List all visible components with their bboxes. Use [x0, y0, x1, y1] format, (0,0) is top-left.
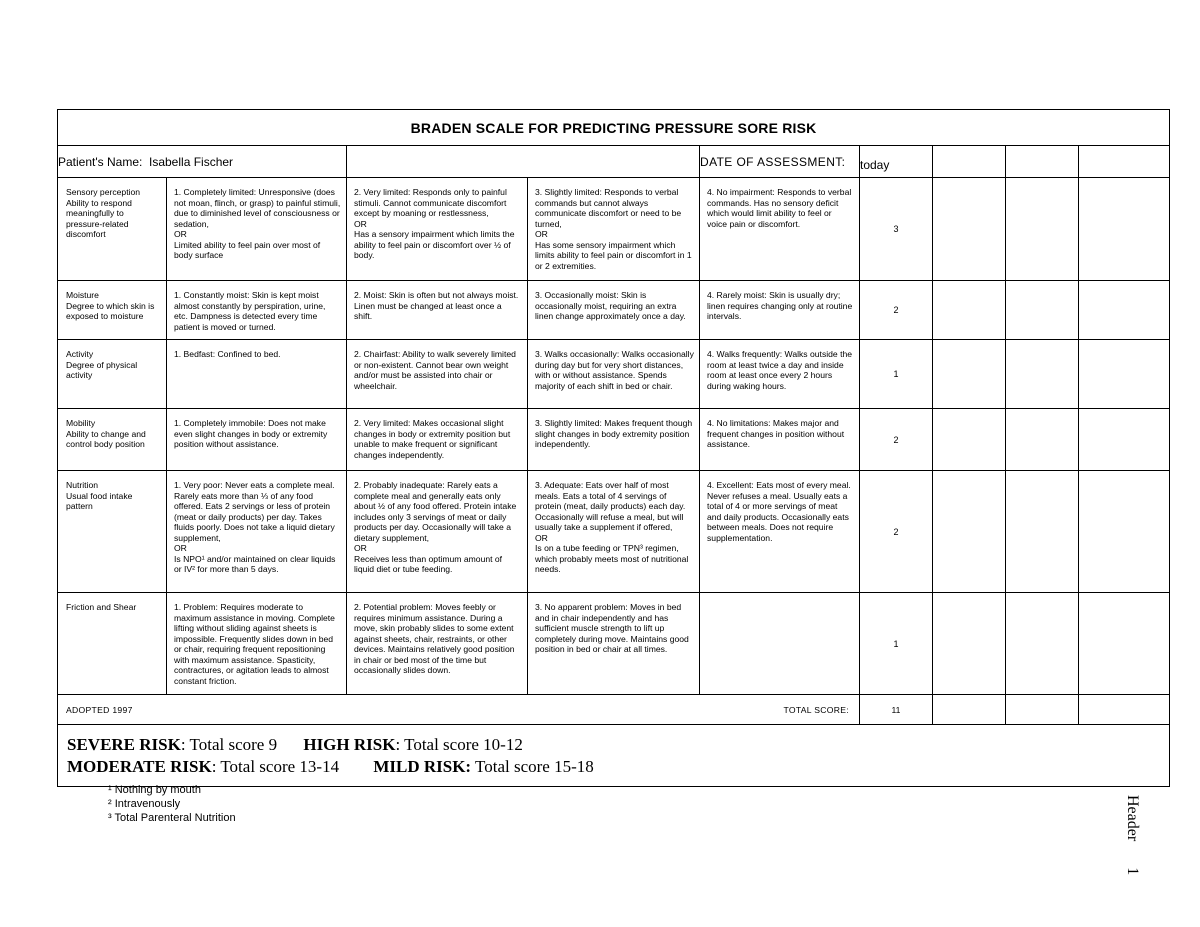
level-2-cell	[347, 340, 528, 409]
score-cell[interactable]: 3	[860, 178, 933, 281]
score-cell-4[interactable]	[1079, 593, 1170, 695]
category-title: Moisture	[66, 290, 99, 300]
category-row-activity	[58, 340, 1170, 409]
score-cell-3[interactable]	[1006, 340, 1079, 409]
category-description: Degree of physical activity	[66, 359, 138, 380]
score-cell[interactable]: 2	[860, 281, 933, 340]
patient-name-label: Patient's Name:	[58, 154, 143, 169]
level-1-text: 1. Problem: Requires moderate to maximum assistance in moving. Complete lifting without sliding against sheets is impossible. Frequently slides down in bed or chair, requiring frequent repositioning with maximum assistance. Spasticity, contractures, or agitation leads to almost constant friction.	[174, 602, 335, 686]
category-cell	[58, 340, 167, 409]
level-4-cell	[700, 178, 860, 281]
category-description: Usual food intake pattern	[66, 490, 133, 511]
category-title: Activity	[66, 349, 94, 359]
level-4-cell	[700, 340, 860, 409]
date-cell-4[interactable]	[1079, 146, 1170, 178]
patient-name-cell[interactable]	[58, 146, 347, 178]
score-cell-4[interactable]	[1079, 471, 1170, 593]
category-row-nutrition	[58, 471, 1170, 593]
score-cell-2[interactable]	[933, 471, 1006, 593]
date-cell-2[interactable]	[933, 146, 1006, 178]
level-4-cell	[700, 471, 860, 593]
category-cell	[58, 593, 167, 695]
footnote-3: ³ Total Parenteral Nutrition	[108, 812, 236, 824]
category-title: Mobility	[66, 418, 96, 428]
category-description: Ability to change and control body position	[66, 428, 146, 449]
level-3-cell	[528, 593, 700, 695]
score-cell[interactable]: 2	[860, 471, 933, 593]
risk-moderate: MODERATE RISK: Total score 13-14	[67, 756, 340, 776]
score-cell-4[interactable]	[1079, 340, 1170, 409]
category-title: Sensory perception	[66, 187, 141, 197]
category-row-sensory-perception	[58, 178, 1170, 281]
side-page-header	[1123, 795, 1141, 875]
level-3-cell	[528, 178, 700, 281]
category-title: Nutrition	[66, 480, 98, 490]
score-cell-3[interactable]	[1006, 409, 1079, 471]
risk-mild: MILD RISK: Total score 15-18	[373, 756, 594, 776]
level-2-text: 2. Chairfast: Ability to walk severely limited or non-existent. Cannot bear own weight and/or must be assisted into chair or wheelchair.	[354, 349, 516, 391]
total-score-cell-3[interactable]	[1006, 695, 1079, 725]
level-4-text: 4. No limitations: Makes major and frequent changes in position without assistance.	[707, 418, 845, 449]
score-cell-3[interactable]	[1006, 593, 1079, 695]
category-cell	[58, 409, 167, 471]
category-cell	[58, 178, 167, 281]
total-score-label: TOTAL SCORE:	[783, 704, 849, 715]
score-cell-3[interactable]	[1006, 471, 1079, 593]
level-2-cell	[347, 409, 528, 471]
level-4-cell	[700, 281, 860, 340]
date-of-assessment-label: DATE OF ASSESSMENT:	[700, 146, 860, 178]
date-of-assessment-value[interactable]: today	[860, 146, 933, 178]
level-1-text: 1. Very poor: Never eats a complete meal. Rarely eats more than ⅓ of any food offered. Eats 2 servings or less of protein (meat or daily products) per day. Takes fluids poorly. Does not take a liquid dietary supplement, OR Is NPO¹ and/or maintained on clear liquids or IV² for more than 5 days.	[174, 480, 336, 574]
footnotes	[108, 783, 236, 825]
level-2-text: 2. Very limited: Makes occasional slight changes in body or extremity position but unable to make frequent or significant changes independently.	[354, 418, 511, 460]
header-text: Header	[1124, 795, 1141, 842]
level-1-cell	[167, 471, 347, 593]
level-1-cell	[167, 593, 347, 695]
level-4-cell	[700, 593, 860, 695]
level-4-text: 4. Walks frequently: Walks outside the room at least twice a day and inside room at least once every 2 hours during waking hours.	[707, 349, 853, 391]
level-2-cell	[347, 593, 528, 695]
level-4-text: 4. Rarely moist: Skin is usually dry; linen requires changing only at routine intervals.	[707, 290, 853, 321]
level-3-text: 3. Slightly limited: Makes frequent though slight changes in body extremity position independently.	[535, 418, 693, 449]
level-3-text: 3. Walks occasionally: Walks occasionally during day but for very short distances, with or without assistance. Spends majority of each shift in bed or chair.	[535, 349, 694, 391]
score-cell-3[interactable]	[1006, 178, 1079, 281]
score-cell-4[interactable]	[1079, 409, 1170, 471]
score-cell-2[interactable]	[933, 178, 1006, 281]
level-2-cell	[347, 178, 528, 281]
score-cell-2[interactable]	[933, 409, 1006, 471]
level-2-text: 2. Very limited: Responds only to painful stimuli. Cannot communicate discomfort except by moaning or restlessness, OR Has a sensory impairment which limits the ability to feel pain or discomfort over ½ of body.	[354, 187, 515, 260]
risk-legend	[58, 725, 1170, 787]
score-cell[interactable]: 2	[860, 409, 933, 471]
date-cell-3[interactable]	[1006, 146, 1079, 178]
total-score-cell-4[interactable]	[1079, 695, 1170, 725]
level-2-text: 2. Moist: Skin is often but not always moist. Linen must be changed at least once a shift.	[354, 290, 519, 321]
score-cell-3[interactable]	[1006, 281, 1079, 340]
braden-scale-table	[57, 109, 1170, 787]
category-row-moisture	[58, 281, 1170, 340]
footer-cell	[58, 695, 860, 725]
category-row-mobility	[58, 409, 1170, 471]
score-cell-2[interactable]	[933, 340, 1006, 409]
level-2-cell	[347, 471, 528, 593]
level-3-text: 3. Slightly limited: Responds to verbal commands but cannot always communicate discomfort or need to be turned, OR Has some sensory impairment which limits ability to feel pain or discomfort in 1 or 2 extremities.	[535, 187, 692, 271]
level-1-text: 1. Completely immobile: Does not make even slight changes in body or extremity position without assistance.	[174, 418, 328, 449]
category-description: Ability to respond meaningfully to pressure-related discomfort	[66, 197, 132, 239]
score-cell-2[interactable]	[933, 593, 1006, 695]
level-3-cell	[528, 409, 700, 471]
patient-name-value[interactable]: Isabella Fischer	[149, 154, 234, 169]
level-1-cell	[167, 281, 347, 340]
blank-cell	[347, 146, 700, 178]
score-cell-4[interactable]	[1079, 281, 1170, 340]
category-title: Friction and Shear	[66, 602, 137, 612]
category-cell	[58, 471, 167, 593]
score-cell[interactable]: 1	[860, 340, 933, 409]
category-description: Degree to which skin is exposed to moisture	[66, 300, 155, 321]
total-score-cell-2[interactable]	[933, 695, 1006, 725]
total-score-value[interactable]: 11	[860, 695, 933, 725]
footnote-1: ¹ Nothing by mouth	[108, 784, 201, 796]
adopted-year: ADOPTED 1997	[66, 704, 133, 715]
page-number: 1	[1124, 867, 1141, 876]
category-cell	[58, 281, 167, 340]
level-1-cell	[167, 340, 347, 409]
score-cell-4[interactable]	[1079, 178, 1170, 281]
risk-severe: SEVERE RISK: Total score 9	[67, 734, 278, 754]
risk-high: HIGH RISK: Total score 10-12	[303, 734, 523, 754]
form-title: BRADEN SCALE FOR PREDICTING PRESSURE SORE RISK	[58, 110, 1170, 146]
level-1-cell	[167, 178, 347, 281]
level-3-text: 3. Adequate: Eats over half of most meals. Eats a total of 4 servings of protein (meat, daily products) each day. Occasionally will refuse a meal, but will usually take a supplement if offered, OR Is on a tube feeding or TPN³ regimen, which probably meets most of nutritional needs.	[535, 480, 689, 574]
footnote-2: ² Intravenously	[108, 798, 181, 810]
level-3-text: 3. Occasionally moist: Skin is occasionally moist, requiring an extra linen change approximately once a day.	[535, 290, 686, 321]
level-2-text: 2. Potential problem: Moves feebly or requires minimum assistance. During a move, skin probably slides to some extent against sheets, chair, restraints, or other devices. Maintains relatively good position in chair or bed most of the time but occasionally slides down.	[354, 602, 515, 675]
level-2-text: 2. Probably inadequate: Rarely eats a complete meal and generally eats only about ½ of any food offered. Protein intake includes only 3 servings of meat or daily products per day. Occasionally will take a dietary supplement, OR Receives less than optimum amount of liquid diet or tube feeding.	[354, 480, 517, 574]
level-1-cell	[167, 409, 347, 471]
level-3-cell	[528, 340, 700, 409]
score-cell-2[interactable]	[933, 281, 1006, 340]
level-3-text: 3. No apparent problem: Moves in bed and in chair independently and has sufficient muscle strength to lift up completely during move. Maintains good position in bed or chair at all times.	[535, 602, 689, 654]
level-1-text: 1. Bedfast: Confined to bed.	[174, 349, 281, 359]
level-4-text: 4. Excellent: Eats most of every meal. Never refuses a meal. Usually eats a total of 4 or more servings of meat and daily products. Occasionally eats between meals. Does not require supplementation.	[707, 480, 851, 543]
category-row-friction-and-shear	[58, 593, 1170, 695]
level-3-cell	[528, 471, 700, 593]
level-4-cell	[700, 409, 860, 471]
level-2-cell	[347, 281, 528, 340]
level-4-text: 4. No impairment: Responds to verbal commands. Has no sensory deficit which would limit ability to feel or voice pain or discomfort.	[707, 187, 852, 229]
level-1-text: 1. Completely limited: Unresponsive (does not moan, flinch, or grasp) to painful stimuli, due to diminished level of consciousness or sedation, OR Limited ability to feel pain over most of body surface	[174, 187, 341, 260]
score-cell[interactable]: 1	[860, 593, 933, 695]
level-3-cell	[528, 281, 700, 340]
level-1-text: 1. Constantly moist: Skin is kept moist almost constantly by perspiration, urine, etc. Dampness is detected every time patient is moved or turned.	[174, 290, 326, 332]
